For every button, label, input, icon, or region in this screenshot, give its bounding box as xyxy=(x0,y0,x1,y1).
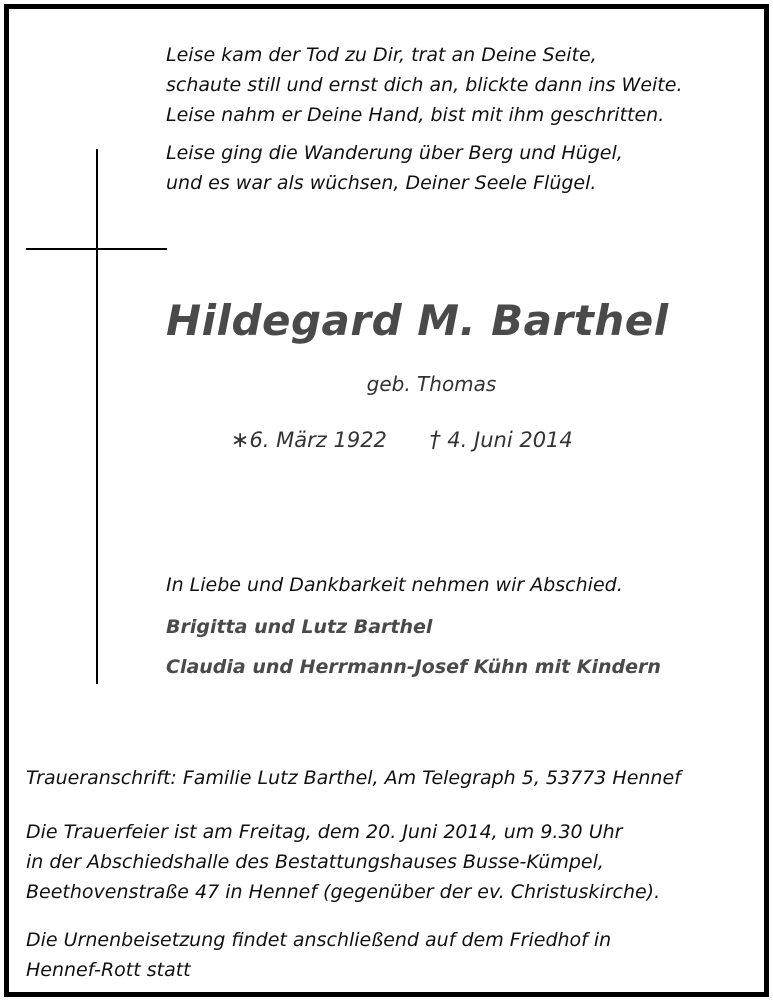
deceased-name: Hildegard M. Barthel xyxy=(166,296,669,345)
stanza-gap xyxy=(166,130,683,138)
obituary-notice xyxy=(4,4,769,997)
poem-line: schaute still und ernst dich an, blickte dann ins Weite. xyxy=(166,74,683,96)
poem-line: Leise nahm er Deine Hand, bist mit ihm geschritten. xyxy=(166,104,665,126)
life-dates xyxy=(231,428,573,453)
poem-line: Leise kam der Tod zu Dir, trat an Deine Seite, xyxy=(166,44,597,66)
ceremony-line: Die Trauerfeier ist am Freitag, dem 20. Juni 2014, um 9.30 Uhr xyxy=(26,821,623,843)
cross-icon-horizontal-bar xyxy=(26,248,167,250)
death-dagger-icon: † xyxy=(429,428,441,453)
family-member: Claudia und Herrmann-Josef Kühn mit Kindern xyxy=(166,656,661,678)
birth-name-text: geb. Thomas xyxy=(366,372,497,396)
death-group xyxy=(430,428,573,452)
death-date: 4. Juni 2014 xyxy=(447,428,573,452)
family-member: Brigitta und Lutz Barthel xyxy=(166,616,433,638)
farewell-text: In Liebe und Dankbarkeit nehmen wir Abschied. xyxy=(166,574,623,596)
mourning-address xyxy=(26,763,681,793)
funeral-ceremony-info xyxy=(26,817,660,907)
ceremony-line: Beethovenstraße 47 in Hennef (gegenüber der ev. Christuskirche). xyxy=(26,881,661,903)
birth-star-icon: ∗ xyxy=(231,428,250,453)
address-line: Traueranschrift: Familie Lutz Barthel, Am Telegraph 5, 53773 Hennef xyxy=(26,767,681,789)
birth-date: 6. März 1922 xyxy=(249,428,387,452)
ceremony-line: in der Abschiedshalle des Bestattungshauses Busse-Kümpel, xyxy=(26,851,604,873)
poem-line: Leise ging die Wanderung über Berg und Hügel, xyxy=(166,142,623,164)
cross-icon-vertical-bar xyxy=(96,149,98,684)
burial-line: Die Urnenbeisetzung findet anschließend auf dem Friedhof in xyxy=(26,929,612,951)
poem-line: und es war als wüchsen, Deiner Seele Flügel. xyxy=(166,172,597,194)
urn-burial-info xyxy=(26,925,611,985)
burial-line: Hennef-Rott statt xyxy=(26,959,191,981)
memorial-poem xyxy=(166,40,683,198)
birth-name xyxy=(9,372,764,396)
